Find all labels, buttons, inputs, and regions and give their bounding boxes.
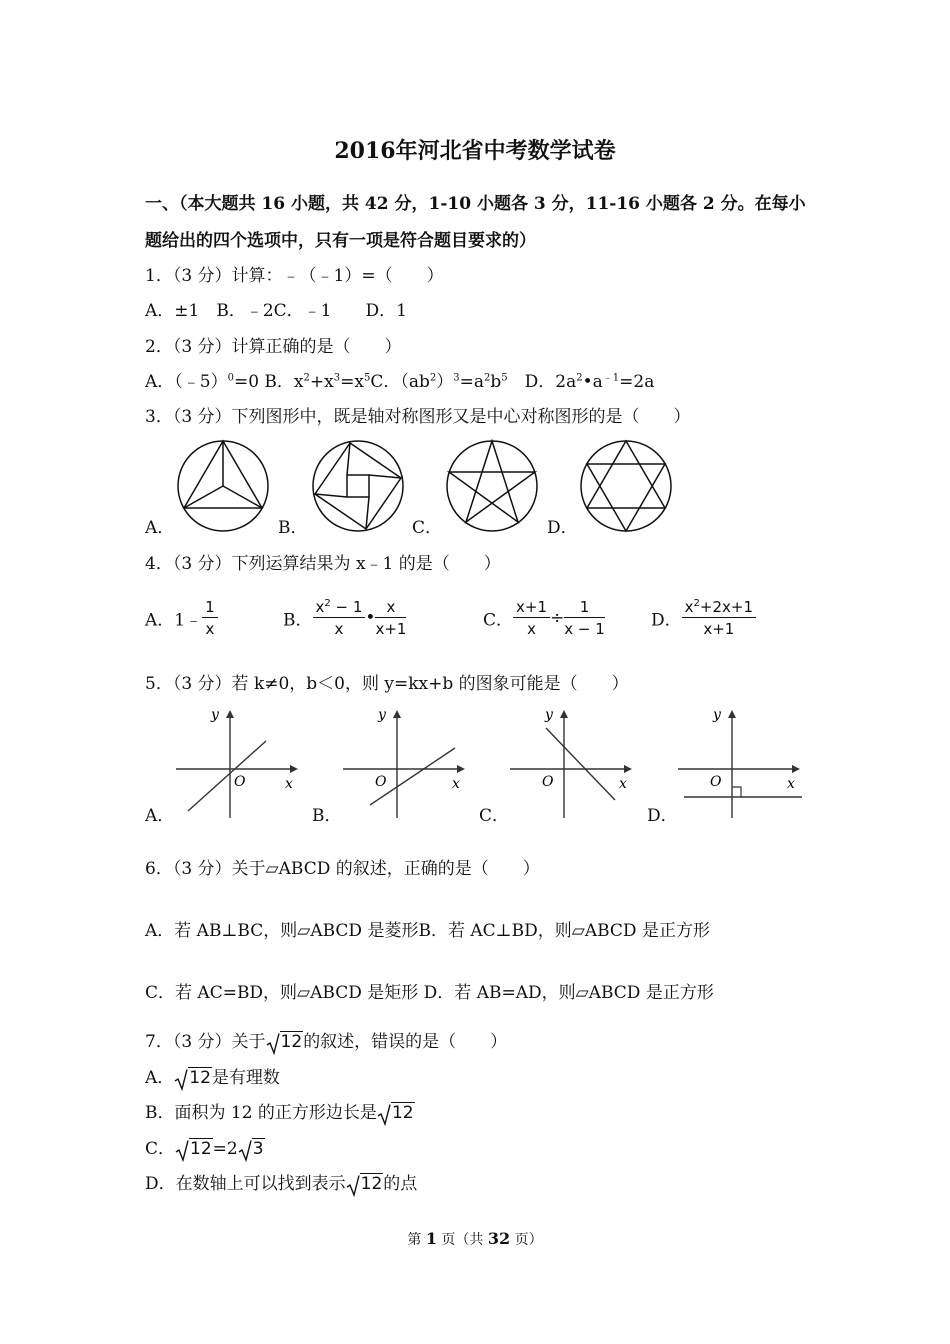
q4-label-b: B．	[283, 610, 313, 631]
q5-b-origin: O	[375, 774, 387, 790]
q2-b-mid: +x	[309, 372, 334, 392]
q2-stem: 2．（3 分）计算正确的是（ ）	[145, 337, 402, 357]
q7-sqrt	[266, 1032, 304, 1052]
q4-b-fraction1	[313, 598, 366, 638]
q5-d-x-label: x	[787, 776, 795, 792]
q2-c-exp4: 5	[501, 372, 508, 384]
q4-b-dot: •	[365, 608, 376, 628]
q4-c-den2: x − 1	[564, 620, 605, 638]
section-heading-line2: 题给出的四个选项中，只有一项是符合题目要求的）	[145, 231, 536, 251]
q4-d-num-exp: 2	[693, 598, 700, 609]
q7-a-pre: A．	[145, 1068, 175, 1088]
q5-b-x-label: x	[452, 776, 460, 792]
section-heading-line1: 一、（本大题共 16 小题，共 42 分，1-10 小题各 3 分，11-16 小题各 2 分。在每小	[145, 194, 806, 214]
footer-total-pages: 32	[487, 1229, 511, 1248]
q5-graph-d	[670, 700, 810, 820]
q7-stem-pre: 7．（3 分）关于	[145, 1032, 266, 1052]
q5-graph-a	[168, 700, 308, 820]
q5-d-y-label: y	[713, 707, 721, 723]
q7-a-radicand: 12	[189, 1068, 211, 1088]
q6-options-ab: A．若 AB⊥BC，则▱ABCD 是菱形B．若 AC⊥BD，则▱ABCD 是正方形	[145, 921, 710, 941]
q3-label-b: B．	[278, 518, 308, 538]
q4-a-num: 1	[202, 598, 218, 618]
q4-c-den1: x	[527, 620, 536, 638]
q2-d-exp1: 2	[576, 372, 583, 384]
q2-c-exp3: 2	[484, 372, 491, 384]
q6-options-cd: C．若 AC=BD，则▱ABCD 是矩形 D．若 AB=AD，则▱ABCD 是正方形	[145, 983, 714, 1003]
q2-d: D．2a	[507, 372, 577, 392]
q6-stem: 6．（3 分）关于▱ABCD 的叙述，正确的是（ ）	[145, 859, 540, 879]
q3-label-c: C．	[412, 518, 443, 538]
q4-label-c: C．	[483, 610, 514, 631]
q7-stem	[145, 1027, 507, 1052]
q2-c-close: ）	[436, 372, 454, 392]
q4-option-a	[145, 598, 218, 638]
q5-graph-b	[335, 700, 475, 820]
q3-figure-d	[578, 438, 674, 534]
q4-label-d: D．	[651, 610, 682, 631]
q2-d-mid: •a	[582, 372, 603, 392]
q7-b-sqrt	[377, 1103, 415, 1123]
q5-c-x-label: x	[619, 776, 627, 792]
q7-a-post: 是有理数	[211, 1068, 280, 1088]
q4-label-a: A．	[145, 610, 175, 631]
q7-radicand: 12	[280, 1032, 303, 1052]
q4-c-fraction2	[564, 598, 605, 638]
q2-c: C．（ab	[370, 372, 430, 392]
q2-a: A．（﹣5）	[145, 372, 228, 392]
q5-c-origin: O	[542, 774, 554, 790]
radical-sign-icon	[238, 1140, 252, 1162]
q7-d-sqrt	[346, 1174, 384, 1194]
q4-b-num1-exp: 2	[324, 598, 331, 609]
q3-label-d: D．	[547, 518, 578, 538]
q7-d-radicand: 12	[360, 1174, 383, 1194]
q4-d-fraction	[682, 598, 756, 638]
q5-b-y-label: y	[378, 707, 386, 723]
q4-option-b	[283, 598, 406, 638]
q2-c-exp2: 3	[453, 372, 460, 384]
q4-d-den: x+1	[703, 620, 735, 638]
q7-c-sqrt2	[238, 1139, 265, 1159]
q4-a-fraction	[202, 598, 218, 638]
q7-c-mid: =2	[212, 1139, 238, 1159]
q7-c-radicand1: 12	[190, 1139, 212, 1159]
q4-a-den: x	[205, 620, 215, 638]
q7-d-post: 的点	[383, 1174, 418, 1194]
q4-option-c	[483, 598, 605, 638]
q2-d-exp2: ﹣1	[602, 372, 620, 384]
q4-b-num1: x	[315, 598, 325, 616]
radical-sign-icon	[377, 1104, 391, 1126]
q3-figure-b	[310, 438, 406, 534]
q5-label-d: D．	[647, 806, 678, 826]
q4-b-num2: x	[375, 598, 406, 618]
q7-c-pre: C．	[145, 1139, 176, 1159]
q2-d-tail: =2a	[619, 372, 655, 392]
q5-graph-c	[502, 700, 642, 820]
q7-c-sqrt1	[175, 1139, 213, 1159]
q7-c-radicand2: 3	[252, 1139, 264, 1159]
q7-b-radicand: 12	[391, 1103, 414, 1123]
q5-label-a: A．	[145, 806, 175, 826]
q4-b-num1-tail: − 1	[330, 598, 363, 616]
q5-c-y-label: y	[545, 707, 553, 723]
q7-option-d	[145, 1169, 417, 1194]
page-footer	[0, 1229, 950, 1249]
q2-c-eq: =a	[459, 372, 484, 392]
q7-a-sqrt	[174, 1068, 212, 1088]
q5-label-b: B．	[312, 806, 342, 826]
q2-b-eq: =x	[340, 372, 364, 392]
q4-c-num2: 1	[564, 598, 605, 618]
q7-option-a	[145, 1063, 280, 1088]
q5-a-origin: O	[234, 774, 246, 790]
q7-b-pre: B．面积为 12 的正方形边长是	[145, 1103, 377, 1123]
q2-options	[145, 367, 654, 392]
q5-a-y-label: y	[211, 707, 219, 723]
q3-stem: 3．（3 分）下列图形中，既是轴对称图形又是中心对称图形的是（ ）	[145, 407, 691, 427]
q3-figure-a	[176, 438, 272, 534]
q2-a-tail: =0 B．x	[233, 372, 304, 392]
q4-b-fraction2	[375, 598, 406, 638]
q4-b-den1: x	[334, 620, 344, 638]
q3-label-a: A．	[145, 518, 175, 538]
q7-d-pre: D．在数轴上可以找到表示	[145, 1174, 346, 1194]
q5-d-origin: O	[710, 774, 722, 790]
q4-a-pre: 1﹣	[174, 610, 203, 631]
footer-mid: 页（共	[436, 1232, 488, 1248]
q7-stem-post: 的叙述，错误的是（ ）	[303, 1032, 508, 1052]
q7-option-b	[145, 1098, 415, 1123]
q4-c-num1: x+1	[513, 598, 550, 618]
q5-label-c: C．	[479, 806, 510, 826]
radical-sign-icon	[174, 1069, 188, 1091]
q4-d-num-tail: +2x+1	[699, 598, 754, 616]
q2-b-exp3: 5	[363, 372, 371, 384]
q4-b-den2: x+1	[375, 620, 407, 638]
q3-figure-c	[444, 438, 540, 534]
q7-option-c	[145, 1134, 265, 1159]
footer-pre: 第	[407, 1232, 426, 1248]
footer-page-number: 1	[425, 1229, 437, 1248]
q1-options: A．±1 B．﹣2C．﹣1 D．1	[145, 301, 407, 321]
q2-a-exp: 0	[227, 372, 234, 384]
q2-b-exp1: 2	[303, 372, 310, 384]
q2-c-exp1: 2	[429, 372, 437, 384]
q5-a-x-label: x	[285, 776, 293, 792]
q5-stem: 5．（3 分）若 k≠0，b＜0，则 y=kx+b 的图象可能是（ ）	[145, 674, 629, 694]
footer-post: 页）	[510, 1232, 543, 1248]
radical-sign-icon	[346, 1175, 360, 1197]
q4-option-d	[651, 598, 756, 638]
radical-sign-icon	[266, 1033, 280, 1055]
q1-stem: 1．（3 分）计算：﹣（﹣1）=（ ）	[145, 266, 444, 286]
q4-d-num: x	[684, 598, 694, 616]
q2-b-exp2: 3	[333, 372, 341, 384]
q2-c-b: b	[490, 372, 502, 392]
page-title: 2016年河北省中考数学试卷	[334, 138, 616, 164]
q4-c-div: ÷	[550, 608, 565, 628]
radical-sign-icon	[175, 1140, 189, 1162]
q4-stem: 4．（3 分）下列运算结果为 x﹣1 的是（ ）	[145, 554, 501, 574]
q4-c-fraction1	[513, 598, 550, 638]
